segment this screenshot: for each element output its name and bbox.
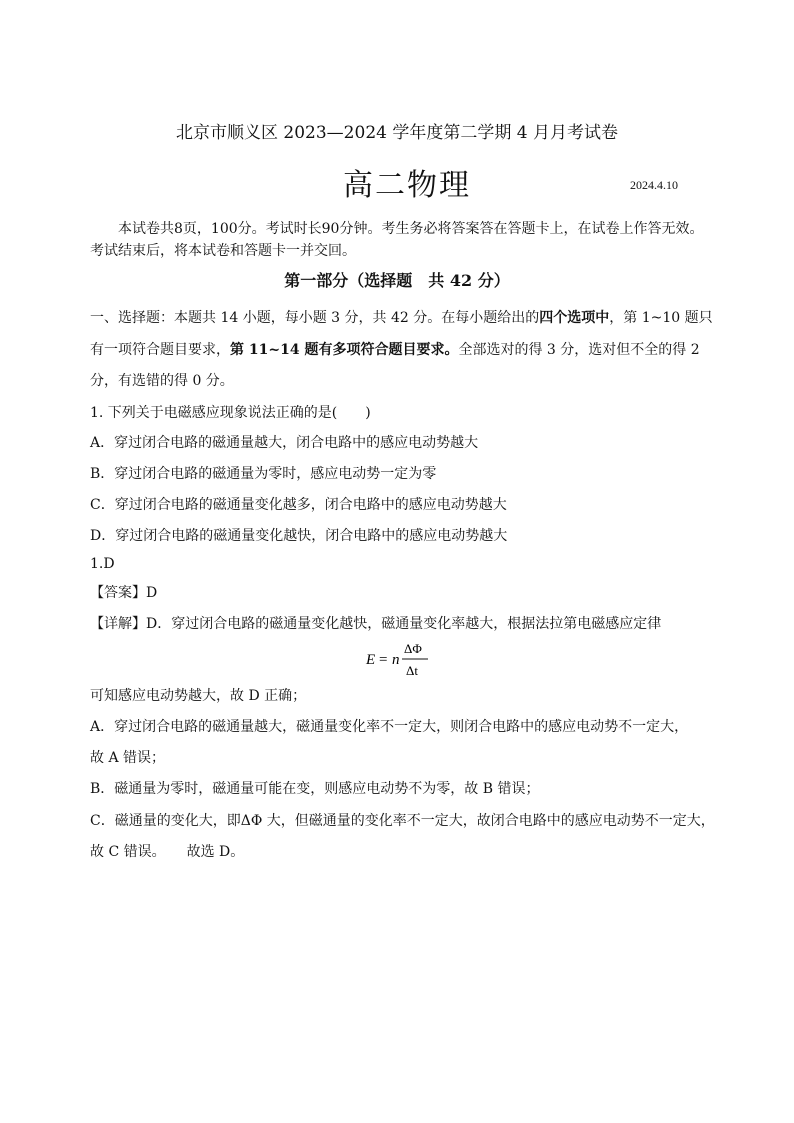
short-answer: 1.D (90, 556, 115, 572)
formula-denominator: Δt (406, 663, 418, 678)
formula-n: n (392, 652, 400, 668)
section-heading: 第一部分（选择题 共 42 分） (284, 271, 510, 290)
faraday-law-formula (0, 640, 794, 680)
analysis-line-5: C．磁通量的变化大，即ΔΦ 大，但磁通量的变化率不一定大，故闭合电路中的感应电动势不一定大， (90, 813, 715, 829)
instructions-text: 全部选对的得 3 分，选对但不全的得 2 (458, 342, 700, 358)
instructions-emphasis: 四个选项中 (539, 310, 610, 326)
option-d: D．穿过闭合电路的磁通量变化越快，闭合电路中的感应电动势越大 (90, 528, 508, 544)
option-c: C．穿过闭合电路的磁通量变化越多，闭合电路中的感应电动势越大 (90, 497, 507, 513)
question-stem: 1. 下列关于电磁感应现象说法正确的是( ) (90, 405, 371, 421)
analysis-line-2: A．穿过闭合电路的磁通量越大，磁通量变化率不一定大，则闭合电路中的感应电动势不一定大， (90, 719, 689, 735)
instructions-line-2 (90, 339, 700, 359)
instructions-line-1 (90, 307, 713, 327)
analysis-line-3: 故 A 错误； (90, 750, 166, 766)
instructions-emphasis: 第 11~14 题有多项符合题目要求。 (230, 342, 459, 358)
explanation-text: 【详解】D．穿过闭合电路的磁通量变化越快，磁通量变化率越大，根据法拉第电磁感应定律 (90, 616, 662, 632)
intro-line-1: 本试卷共8页，100分。考试时长90分钟。考生务必将答案答在答题卡上，在试卷上作答无效。 (118, 221, 704, 237)
subject-title: 高二物理 (343, 168, 471, 203)
exam-header-title: 北京市顺义区 2023—2024 学年度第二学期 4 月月考试卷 (176, 123, 618, 143)
instructions-text: 一、选择题：本题共 14 小题，每小题 3 分，共 42 分。在每小题给出的 (90, 310, 540, 326)
option-a: A．穿过闭合电路的磁通量越大，闭合电路中的感应电动势越大 (90, 435, 479, 451)
option-b: B．穿过闭合电路的磁通量为零时，感应电动势一定为零 (90, 466, 437, 482)
instructions-text: 有一项符合题目要求， (90, 342, 230, 358)
instructions-text: ，第 1~10 题只 (609, 310, 713, 326)
formula-equals: = (379, 652, 388, 668)
formula-lhs: E (366, 652, 376, 668)
intro-line-2: 考试结束后，将本试卷和答题卡一并交回。 (90, 243, 356, 259)
formula-graphic (358, 640, 448, 680)
formula-numerator: ΔΦ (404, 641, 422, 656)
analysis-line-4: B．磁通量为零时，磁通量可能在变，则感应电动势不为零，故 B 错误； (90, 781, 540, 797)
analysis-line-1: 可知感应电动势越大，故 D 正确； (90, 688, 307, 704)
answer-label: 【答案】D (90, 585, 158, 601)
instructions-line-3: 分，有选错的得 0 分。 (90, 373, 234, 389)
exam-date: 2024.4.10 (630, 178, 678, 192)
analysis-line-6: 故 C 错误。 故选 D。 (90, 844, 245, 860)
